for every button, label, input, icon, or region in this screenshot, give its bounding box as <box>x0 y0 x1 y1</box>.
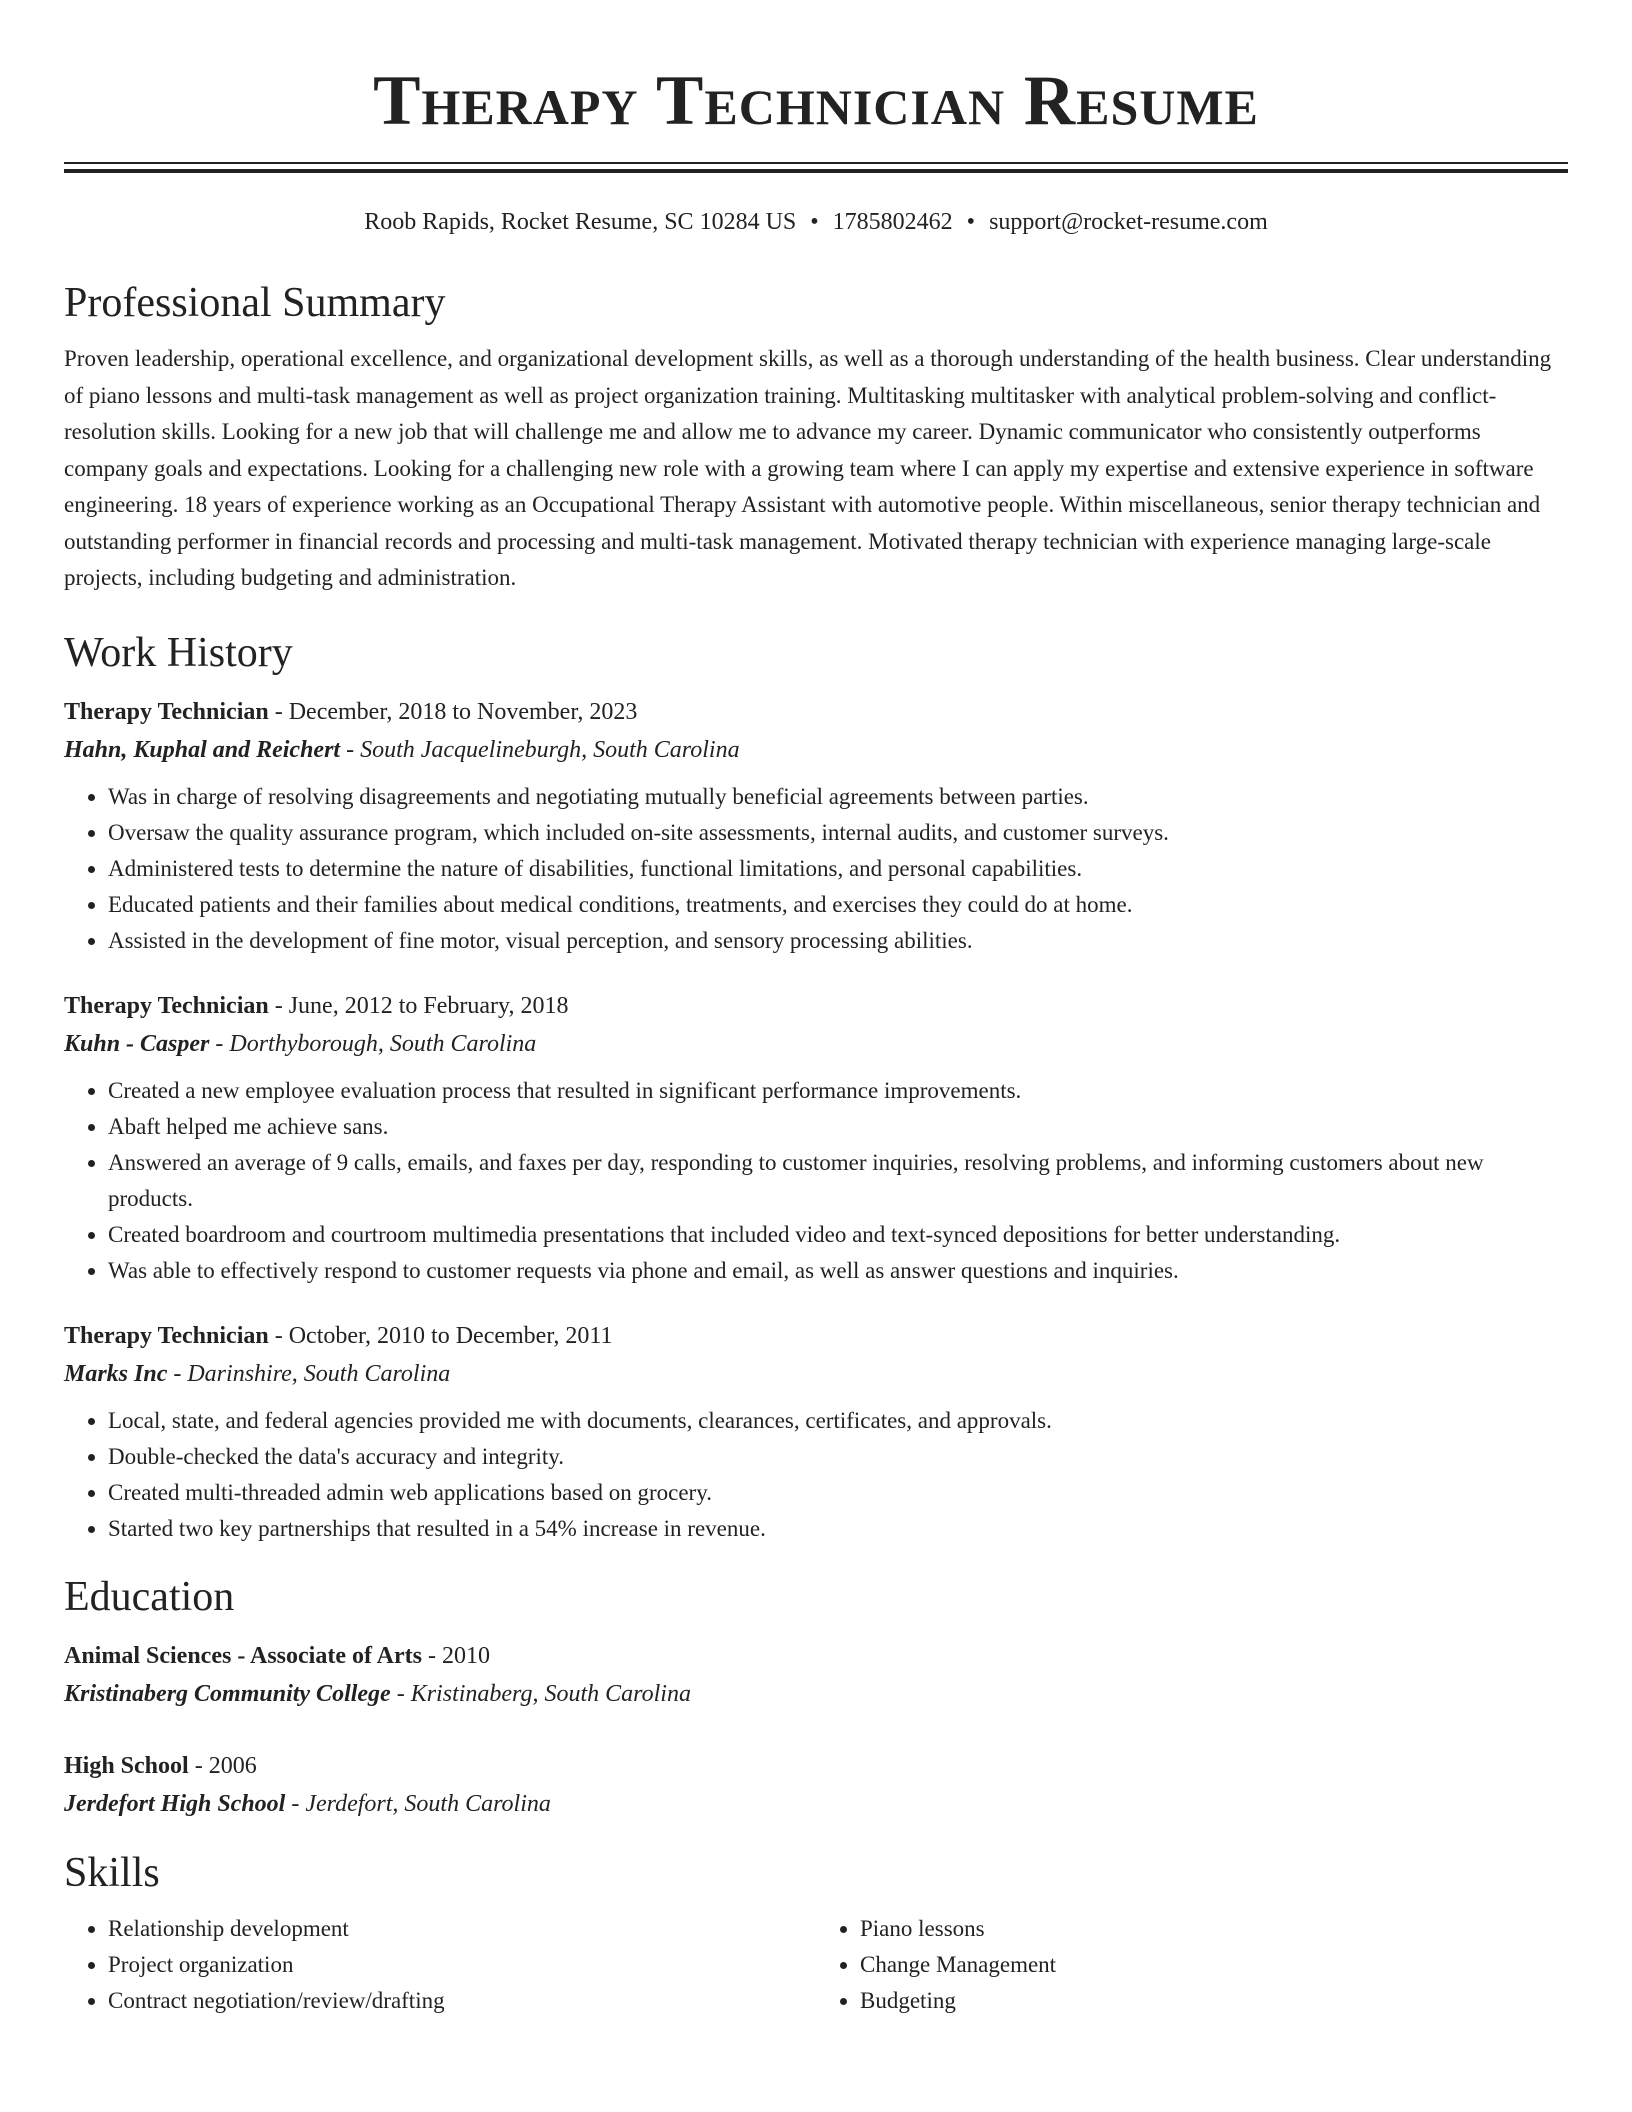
employer-line <box>64 1355 1568 1393</box>
job-title: Therapy Technician <box>64 992 269 1019</box>
skills-list <box>64 1911 1568 2019</box>
title-divider <box>64 162 1568 173</box>
job-title-line <box>64 693 1568 731</box>
degree-line <box>64 1637 1568 1675</box>
job-bullet: • Was in charge of resolving disagreements and negotiating mutually beneficial agreements between parties. <box>108 779 1568 815</box>
job-entry <box>64 1317 1568 1547</box>
resume-title: Therapy Technician Resume <box>373 62 1259 140</box>
contact-separator: • <box>810 209 819 235</box>
employer-location: - Dorthyborough, South Carolina <box>209 1030 537 1057</box>
job-bullets <box>64 1073 1568 1289</box>
job-title-line <box>64 1317 1568 1355</box>
employer-line <box>64 731 1568 769</box>
employer-line <box>64 1025 1568 1063</box>
school-line <box>64 1675 1568 1713</box>
degree-year: - 2006 <box>188 1752 257 1779</box>
degree-year: - 2010 <box>421 1642 490 1669</box>
job-bullet: • Was able to effectively respond to customer requests via phone and email, as well as answer questions and inquiries. <box>108 1253 1568 1289</box>
job-bullet: • Double-checked the data's accuracy and integrity. <box>108 1439 1568 1475</box>
job-bullet: • Educated patients and their families about medical conditions, treatments, and exercises they could do at home. <box>108 887 1568 923</box>
employer-name: Kuhn - Casper <box>64 1030 210 1057</box>
skills-column-left <box>64 1911 816 2019</box>
skill-item: • Change Management <box>860 1947 1568 1983</box>
degree-name: Animal Sciences - Associate of Arts <box>64 1642 422 1669</box>
job-bullet: • Created boardroom and courtroom multimedia presentations that included video and text-synced depositions for better understanding. <box>108 1217 1568 1253</box>
skill-item: • Project organization <box>108 1947 816 1983</box>
job-dates: - October, 2010 to December, 2011 <box>268 1322 613 1349</box>
education-entry <box>64 1637 1568 1713</box>
skills-column-right <box>816 1911 1568 2019</box>
school-location: - Jerdefort, South Carolina <box>285 1790 551 1817</box>
job-bullet: • Local, state, and federal agencies provided me with documents, clearances, certificates, and approvals. <box>108 1403 1568 1439</box>
school-name: Kristinaberg Community College <box>64 1680 391 1707</box>
contact-email: support@rocket-resume.com <box>989 209 1268 235</box>
skill-item: • Piano lessons <box>860 1911 1568 1947</box>
job-bullets <box>64 1403 1568 1547</box>
work-history-heading: Work History <box>64 629 293 676</box>
job-dates: - June, 2012 to February, 2018 <box>268 992 569 1019</box>
job-bullets <box>64 779 1568 959</box>
job-title: Therapy Technician <box>64 1322 269 1349</box>
school-name: Jerdefort High School <box>64 1790 286 1817</box>
skill-item: • Budgeting <box>860 1983 1568 2019</box>
contact-address: Roob Rapids, Rocket Resume, SC 10284 US <box>364 209 797 235</box>
job-bullet: • Administered tests to determine the nature of disabilities, functional limitations, and personal capabilities. <box>108 851 1568 887</box>
skills-heading: Skills <box>64 1849 160 1896</box>
job-title: Therapy Technician <box>64 698 269 725</box>
job-entry <box>64 987 1568 1289</box>
job-bullet: • Assisted in the development of fine motor, visual perception, and sensory processing abilities. <box>108 923 1568 959</box>
contact-phone: 1785802462 <box>832 209 953 235</box>
job-dates: - December, 2018 to November, 2023 <box>268 698 638 725</box>
job-bullet: • Created a new employee evaluation process that resulted in significant performance improvements. <box>108 1073 1568 1109</box>
employer-location: - Darinshire, South Carolina <box>167 1360 451 1387</box>
employer-name: Hahn, Kuphal and Reichert <box>64 736 341 763</box>
skill-item: • Contract negotiation/review/drafting <box>108 1983 816 2019</box>
summary-heading: Professional Summary <box>64 280 446 326</box>
contact-line <box>64 207 1568 237</box>
summary-text: Proven leadership, operational excellence, and organizational development skills, as well as a thorough understanding of the health business. Clear understanding of piano lessons and multi-task management as well as project organization training. Multitasking multitasker with analytical problem-solving and conflict-resolution skills. Looking for a new job that will challenge me and allow me to advance my career. Dynamic communicator who consistently outperforms company goals and expectations. Looking for a challenging new role with a growing team where I can apply my expertise and extensive experience in software engineering. 18 years of experience working as an Occupational Therapy Assistant with automotive people. Within miscellaneous, senior therapy technician and outstanding performer in financial records and processing and multi-task management. Motivated therapy technician with experience managing large-scale projects, including budgeting and administration. <box>64 346 1552 590</box>
skill-item: • Relationship development <box>108 1911 816 1947</box>
school-line <box>64 1785 1568 1823</box>
job-entry <box>64 693 1568 959</box>
job-bullet: • Created multi-threaded admin web applications based on grocery. <box>108 1475 1568 1511</box>
education-entry <box>64 1747 1568 1823</box>
contact-separator: • <box>966 209 976 235</box>
job-title-line <box>64 987 1568 1025</box>
employer-location: - South Jacquelineburgh, South Carolina <box>340 736 740 763</box>
education-heading: Education <box>64 1573 235 1620</box>
degree-line <box>64 1747 1568 1785</box>
school-location: - Kristinaberg, South Carolina <box>390 1680 691 1707</box>
job-bullet: • Answered an average of 9 calls, emails, and faxes per day, responding to customer inquiries, resolving problems, and informing customers about new products. <box>108 1145 1568 1217</box>
job-bullet: • Started two key partnerships that resulted in a 54% increase in revenue. <box>108 1511 1568 1547</box>
job-bullet: • Oversaw the quality assurance program, which included on-site assessments, internal audits, and customer surveys. <box>108 815 1568 851</box>
employer-name: Marks Inc <box>64 1360 168 1387</box>
job-bullet: • Abaft helped me achieve sans. <box>108 1109 1568 1145</box>
degree-name: High School <box>64 1752 189 1779</box>
